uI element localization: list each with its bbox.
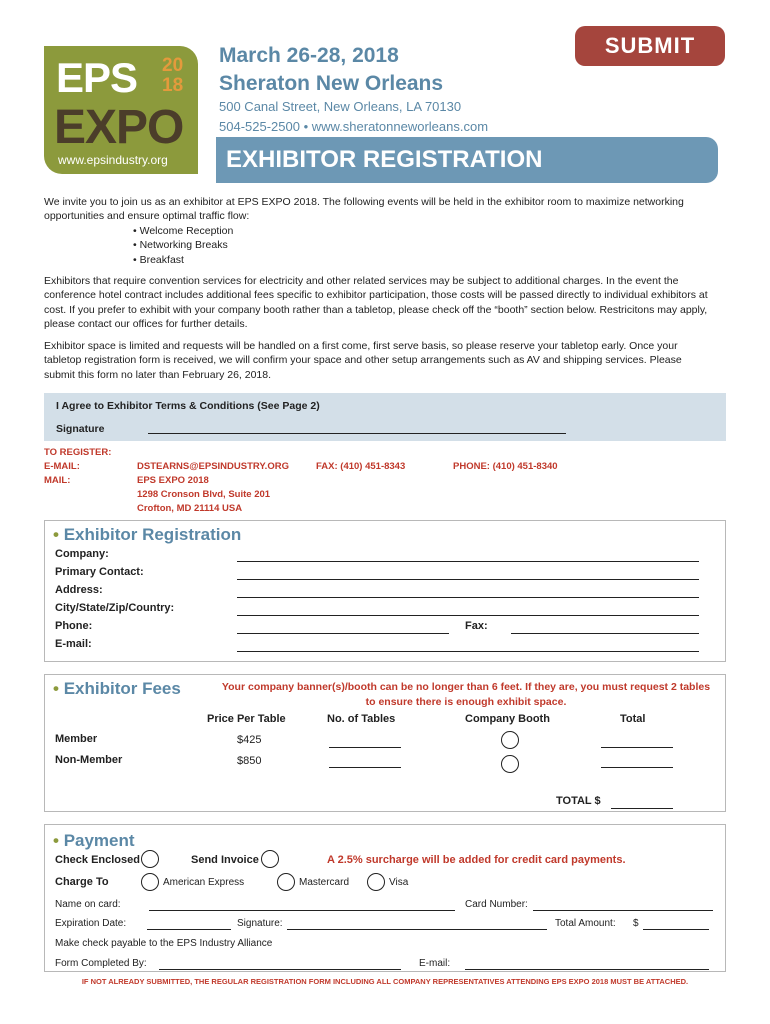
surcharge-note: A 2.5% surcharge will be added for credit card payments. — [327, 854, 626, 866]
agreement-box — [44, 393, 726, 441]
section-heading-text: Payment — [63, 831, 135, 850]
events-list — [133, 224, 233, 267]
register-mail-line-1: EPS EXPO 2018 — [137, 475, 209, 486]
fax-field[interactable] — [511, 633, 699, 634]
intro-paragraph-2: Exhibitors that require convention services for electricity and other related services may be subject to additional charges. In the event the conference hotel contract includes additional fees specific to exhibitor participation, those costs will be passed directly to individual exhibitors at cost. If you prefer to exhibit with your company booth rather than a tabletop, please check off the “booth” section below. Restricitons may apply, please contact our offices for further details. — [44, 275, 708, 330]
payable-note: Make check payable to the EPS Industry Alliance — [55, 938, 273, 949]
event-phone-web: 504-525-2500 • www.sheratonneworleans.com — [219, 119, 489, 134]
non-member-tables-field[interactable] — [329, 767, 401, 768]
company-label: Company: — [55, 548, 109, 560]
bullet-icon: • — [53, 525, 59, 544]
fax-label: Fax: — [465, 620, 488, 632]
member-price: $425 — [237, 734, 262, 746]
completed-email-field[interactable] — [465, 969, 709, 970]
expiration-field[interactable] — [147, 929, 231, 930]
logo-year-top: 20 — [162, 55, 184, 76]
non-member-booth-radio[interactable] — [501, 755, 519, 773]
phone-field[interactable] — [237, 633, 449, 634]
intro-paragraph-1: We invite you to join us as an exhibitor at EPS EXPO 2018. The following events will be held in the exhibitor room to maximize networking opportunities and ensure optimal traffic flow: — [44, 196, 684, 223]
intro-paragraph-3: Exhibitor space is limited and requests will be handled on a first come, first serve basis, so please reserve your tabletop early. Once your tabletop registration form is received, we will confirm your space and other setup arrangements such as AV and shipping services. Please submit this form no later than February 26, 2018. — [44, 340, 682, 381]
non-member-price: $850 — [237, 755, 262, 767]
register-email[interactable]: DSTEARNS@EPSINDUSTRY.ORG — [137, 461, 289, 472]
primary-contact-field[interactable] — [237, 579, 699, 580]
check-enclosed-radio[interactable] — [141, 850, 159, 868]
booth-size-note: Your company banner(s)/booth can be no longer than 6 feet. If they are, you must request 2 tables to ensure there is enough exhibit space. — [221, 681, 711, 708]
event-date: March 26-28, 2018 — [219, 44, 399, 67]
send-invoice-radio[interactable] — [261, 850, 279, 868]
member-booth-radio[interactable] — [501, 731, 519, 749]
company-field[interactable] — [237, 561, 699, 562]
eps-expo-logo — [44, 46, 198, 174]
name-on-card-field[interactable] — [149, 910, 455, 911]
completed-email-label: E-mail: — [419, 958, 451, 969]
city-label: City/State/Zip/Country: — [55, 602, 175, 614]
email-label: E-mail: — [55, 638, 92, 650]
section-heading — [53, 679, 181, 699]
section-heading-text: Exhibitor Fees — [63, 679, 181, 698]
mastercard-label: Mastercard — [299, 877, 350, 888]
list-item: • Breakfast — [133, 253, 233, 267]
member-tables-field[interactable] — [329, 747, 401, 748]
amex-label: American Express — [163, 877, 245, 888]
col-price-per-table: Price Per Table — [207, 713, 286, 725]
register-phone: PHONE: (410) 451-8340 — [453, 461, 558, 472]
title-banner — [216, 137, 718, 183]
completed-by-label: Form Completed By: — [55, 958, 147, 969]
register-mail-label: MAIL: — [44, 475, 71, 486]
primary-contact-label: Primary Contact: — [55, 566, 144, 578]
payment-section — [44, 824, 726, 972]
section-heading-text: Exhibitor Registration — [63, 525, 242, 544]
signature-label: Signature — [56, 423, 105, 435]
card-number-field[interactable] — [533, 910, 713, 911]
phone-label: Phone: — [55, 620, 93, 632]
event-venue: Sheraton New Orleans — [219, 72, 444, 95]
card-signature-field[interactable] — [287, 929, 547, 930]
register-fax: FAX: (410) 451-8343 — [316, 461, 406, 472]
exhibitor-fees-section — [44, 674, 726, 812]
register-mail-line-3: Crofton, MD 21114 USA — [137, 503, 243, 514]
register-mail-line-2: 1298 Cronson Blvd, Suite 201 — [137, 489, 271, 500]
member-total-field[interactable] — [601, 747, 673, 748]
list-item: • Welcome Reception — [133, 224, 233, 238]
total-amount-field[interactable] — [643, 929, 709, 930]
col-no-of-tables: No. of Tables — [327, 713, 396, 725]
expiration-label: Expiration Date: — [55, 918, 127, 929]
event-address: 500 Canal Street, New Orleans, LA 70130 — [219, 99, 462, 114]
footer-note: IF NOT ALREADY SUBMITTED, THE REGULAR REGISTRATION FORM INCLUDING ALL COMPANY REPRESENTATIVES ATTENDING EPS EXPO 2018 MUST BE ATTACHED. — [81, 977, 689, 986]
logo-year — [162, 56, 183, 96]
bullet-icon: • — [53, 679, 59, 698]
total-amount-dollar: $ — [633, 918, 639, 929]
non-member-total-field[interactable] — [601, 767, 673, 768]
check-enclosed-label: Check Enclosed — [55, 854, 140, 866]
name-on-card-label: Name on card: — [55, 899, 121, 910]
agreement-title: I Agree to Exhibitor Terms & Conditions (See Page 2) — [56, 400, 320, 412]
send-invoice-label: Send Invoice — [191, 854, 259, 866]
bullet-icon: • — [53, 831, 59, 850]
register-email-label: E-MAIL: — [44, 461, 80, 472]
mastercard-radio[interactable] — [277, 873, 295, 891]
visa-radio[interactable] — [367, 873, 385, 891]
section-heading — [53, 525, 241, 545]
address-field[interactable] — [237, 597, 699, 598]
fees-total-field[interactable] — [611, 808, 673, 809]
list-item: • Networking Breaks — [133, 238, 233, 252]
city-field[interactable] — [237, 615, 699, 616]
submit-button[interactable]: SUBMIT — [575, 26, 725, 66]
section-heading — [53, 831, 135, 851]
logo-url: www.epsindustry.org — [58, 153, 168, 167]
non-member-label: Non-Member — [55, 754, 123, 766]
email-field[interactable] — [237, 651, 699, 652]
col-company-booth: Company Booth — [465, 713, 550, 725]
page-title: EXHIBITOR REGISTRATION — [226, 146, 543, 173]
charge-to-label: Charge To — [55, 876, 109, 888]
amex-radio[interactable] — [141, 873, 159, 891]
completed-by-field[interactable] — [159, 969, 401, 970]
register-heading: TO REGISTER: — [44, 447, 112, 458]
logo-expo: EXPO — [54, 101, 184, 154]
visa-label: Visa — [389, 877, 409, 888]
card-signature-label: Signature: — [237, 918, 283, 929]
fees-total-label: TOTAL $ — [556, 795, 601, 807]
exhibitor-registration-section — [44, 520, 726, 662]
logo-year-bottom: 18 — [162, 75, 184, 96]
address-label: Address: — [55, 584, 103, 596]
signature-field[interactable] — [148, 433, 566, 434]
card-number-label: Card Number: — [465, 899, 528, 910]
logo-eps: EPS — [56, 54, 138, 101]
total-amount-label: Total Amount: — [555, 918, 616, 929]
member-label: Member — [55, 733, 98, 745]
col-total: Total — [620, 713, 646, 725]
